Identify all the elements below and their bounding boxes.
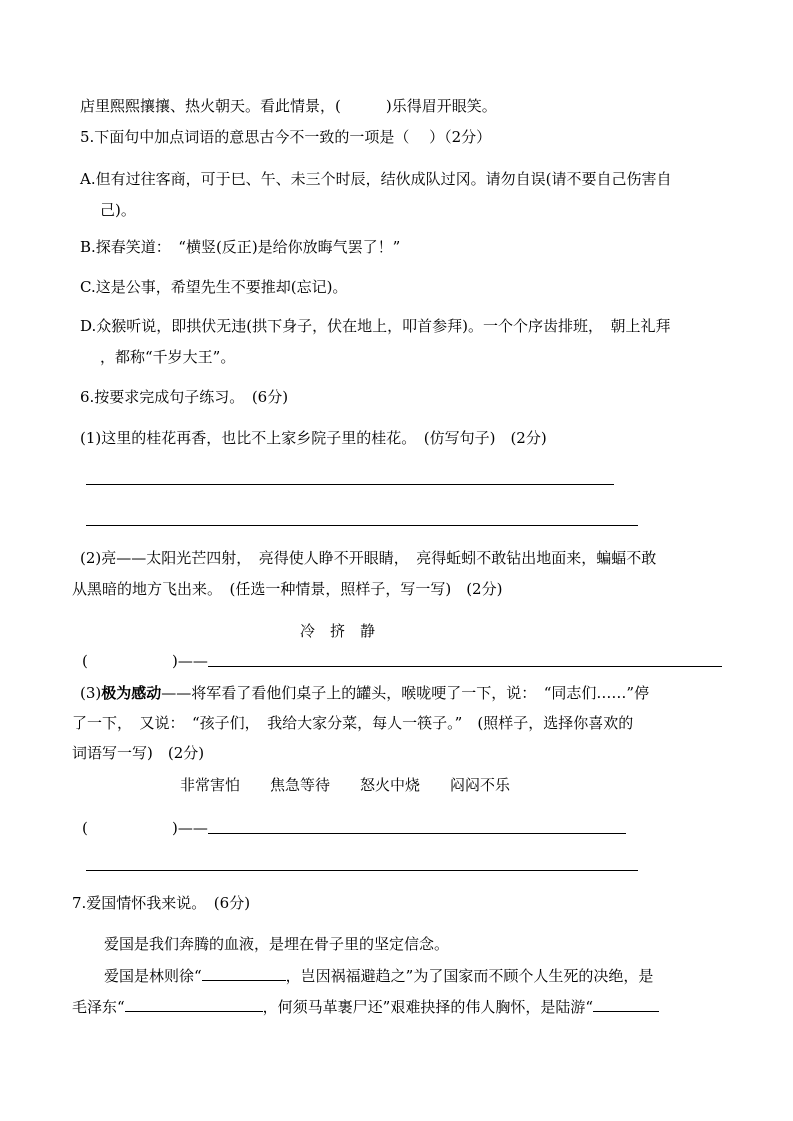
question-7-paragraph: 爱国是我们奔腾的血液，是埋在骨子里的坚定信念。 [104, 935, 450, 953]
paren-open: ( [82, 819, 88, 837]
question-7-paragraph [72, 996, 659, 1017]
question-6-1: (1)这里的桂花再香，也比不上家乡院子里的桂花。 (仿写句子) (2分) [80, 429, 547, 447]
answer-line[interactable] [86, 870, 638, 871]
word-choices: 非常害怕 焦急等待 怒火中烧 闷闷不乐 [180, 776, 511, 794]
option-a-continued: 己)。 [100, 201, 136, 219]
fill-blank[interactable] [125, 996, 263, 1012]
question-7-title: 7.爱国情怀我来说。 (6分) [72, 894, 251, 912]
text-segment: ，何须马革裹尸还”艰难抉择的伟人胸怀，是陆游“ [262, 998, 594, 1016]
text-line: 店里熙熙攘攘、热火朝天。看此情景，( )乐得眉开眼笑。 [80, 97, 497, 115]
word-choices: 冷 挤 静 [300, 622, 376, 640]
question-5-title: 5.下面句中加点词语的意思古今不一致的一项是（ ）（2分） [80, 128, 492, 146]
fill-blank[interactable] [593, 996, 659, 1012]
paren-open: ( [82, 652, 88, 670]
option-a: A.但有过往客商，可于巳、午、未三个时辰，结伙成队过冈。请勿自误(请不要自己伤害自 [80, 170, 672, 188]
answer-line[interactable] [208, 666, 722, 667]
question-6-3-text: ——将军看了看他们桌子上的罐头，喉咙哽了一下，说： “同志们……”停 [161, 684, 650, 702]
question-6-3-continued: 了一下， 又说： “孩子们， 我给大家分菜，每人一筷子。” (照样子，选择你喜欢的 [72, 714, 634, 732]
answer-line[interactable] [86, 525, 638, 526]
fill-blank[interactable] [202, 965, 286, 981]
option-d-continued: ，都称“千岁大王”。 [100, 348, 236, 366]
question-6-3-number: (3) [80, 684, 102, 702]
option-c: C.这是公事，希望先生不要推却(忘记)。 [80, 278, 348, 296]
question-6-3-continued: 词语写一写) (2分) [72, 744, 205, 762]
text-segment: 毛泽东“ [72, 998, 125, 1016]
option-b: B.探春笑道： “横竖(反正)是给你放晦气罢了！” [80, 238, 401, 256]
answer-line[interactable] [208, 833, 626, 834]
question-6-2: (2)亮——太阳光芒四射， 亮得使人睁不开眼睛， 亮得蚯蚓不敢钻出地面来，蝙蝠不敢 [80, 549, 657, 567]
paren-close: )—— [172, 652, 208, 670]
paren-close: )—— [172, 819, 208, 837]
text-segment: 爱国是林则徐“ [104, 967, 202, 985]
question-7-paragraph [104, 965, 653, 986]
option-d: D.众猴听说，即拱伏无违(拱下身子，伏在地上，叩首参拜)。一个个序齿排班， 朝上礼拜 [80, 317, 671, 335]
question-6-title: 6.按要求完成句子练习。 (6分) [80, 388, 289, 406]
question-6-3 [80, 683, 649, 703]
question-6-3-emphasis: 极为感动 [101, 684, 162, 702]
answer-line[interactable] [86, 484, 614, 485]
question-6-2-continued: 从黑暗的地方飞出来。 (任选一种情景，照样子，写一写) (2分) [72, 580, 503, 598]
text-segment: ，岂因祸福避趋之”为了国家而不顾个人生死的决绝，是 [285, 967, 654, 985]
